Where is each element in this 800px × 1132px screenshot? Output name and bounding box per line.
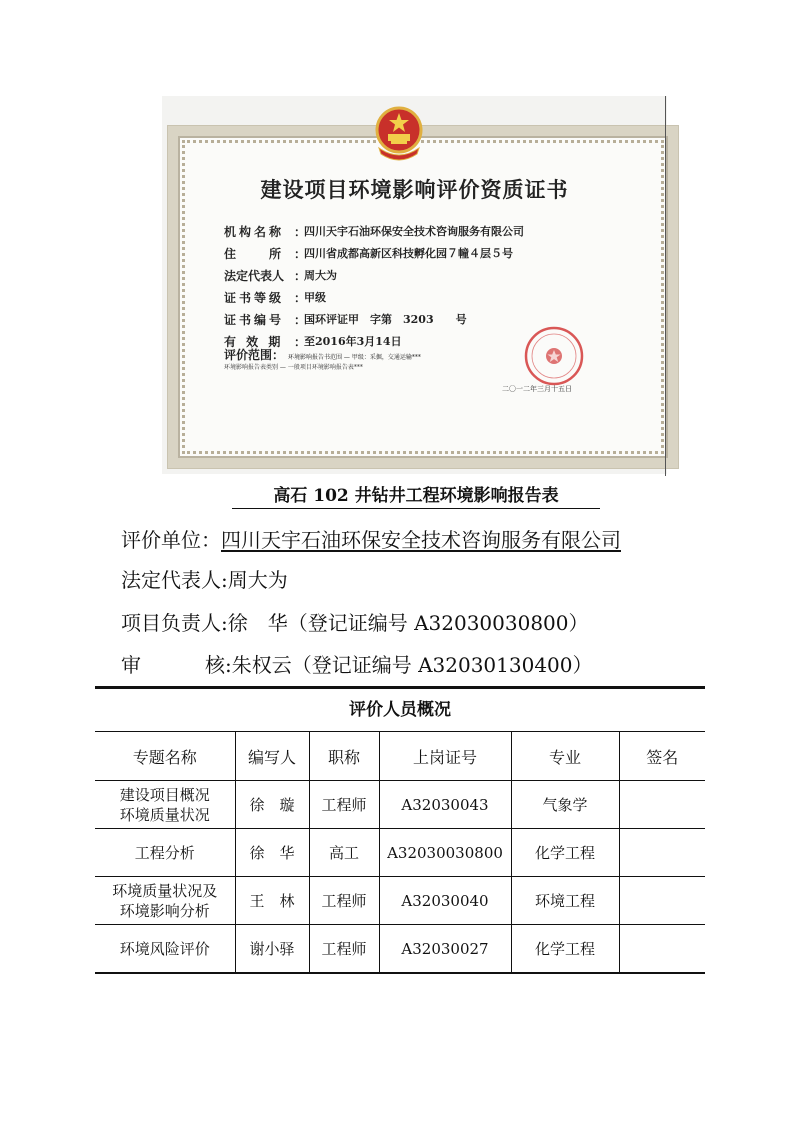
table-row: 环境质量状况及 环境影响分析 王 林 工程师 A32030040 环境工程 — [95, 877, 705, 925]
reviewer: 审 核:朱权云（登记证编号 A32030130400） — [121, 653, 593, 677]
table-row: 环境风险评价 谢小驿 工程师 A32030027 化学工程 — [95, 925, 705, 974]
qualification-certificate — [162, 96, 667, 474]
certificate-title: 建设项目环境影响评价资质证书 — [260, 177, 569, 202]
table-row: 建设项目概况 环境质量状况 徐 璇 工程师 A32030043 气象学 — [95, 781, 705, 829]
cert-scope: 评价范围： 环境影响报告书范围 — 甲级：采掘，交通运输*** — [224, 348, 421, 362]
image-edge-line — [665, 96, 666, 476]
col-cert-no: 上岗证号 — [379, 732, 511, 781]
table-header-row — [95, 732, 705, 781]
staff-grid — [95, 732, 705, 974]
cert-row-grade: 证书等级 ： 甲级 — [224, 290, 326, 305]
cert-issue-date: 二〇一二年三月十五日 — [502, 385, 572, 393]
report-title: 高石 102 井钻井工程环境影响报告表 — [232, 486, 600, 509]
cert-row-validity: 有 效 期 ： 至2016年3月14日 — [224, 334, 402, 349]
project-lead: 项目负责人:徐 华（登记证编号 A32030030800） — [121, 611, 589, 635]
staff-table-title: 评价人员概况 — [95, 689, 705, 732]
table-row: 工程分析 徐 华 高工 A32030030800 化学工程 — [95, 829, 705, 877]
legal-representative: 法定代表人:周大为 — [121, 568, 288, 592]
col-title: 职称 — [309, 732, 379, 781]
staff-table — [95, 686, 705, 974]
national-emblem-icon — [371, 104, 427, 164]
col-topic: 专题名称 — [95, 732, 235, 781]
col-writer: 编写人 — [235, 732, 309, 781]
cert-scope-line2: 环境影响报告表类别 — 一般项目环境影响报告表*** — [224, 364, 363, 371]
cert-row-number: 证书编号 ： 国环评证甲 字第 3203 号 — [224, 312, 467, 327]
col-major: 专业 — [511, 732, 619, 781]
evaluation-unit: 评价单位：四川天宇石油环保安全技术咨询服务有限公司 — [121, 528, 621, 552]
cert-row-org-name: 机构名称 ： 四川天宇石油环保安全技术咨询服务有限公司 — [224, 224, 524, 239]
cert-row-address: 住 所 ： 四川省成都高新区科技孵化园７幢４层５号 — [224, 246, 513, 261]
cert-row-legal-rep: 法定代表人 ： 周大为 — [224, 268, 337, 283]
col-signature: 签名 — [619, 732, 705, 781]
official-seal-icon — [522, 324, 586, 388]
